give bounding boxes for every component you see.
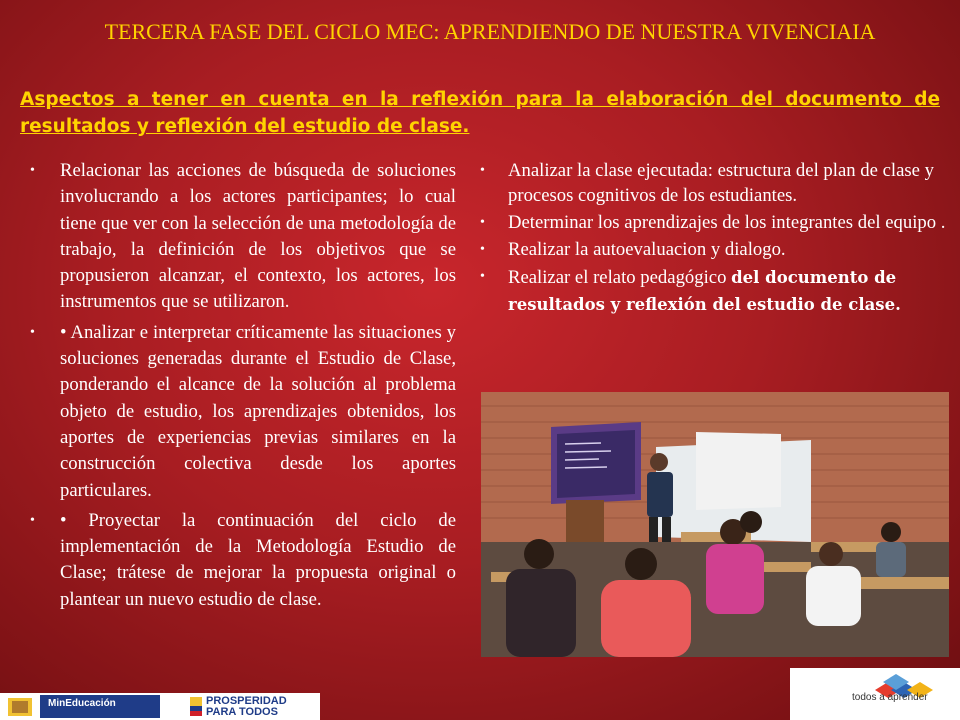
list-item: • Analizar la clase ejecutada: estructura del plan de clase y procesos cognitivos de los estudiantes. (480, 160, 934, 206)
list-item: • • Analizar e interpretar críticamente las situaciones y soluciones generadas durante el Estudio de Clase, ponderando el alcance de la solución al problema objeto de estudio, los aprendizajes obtenidos, los aportes de experiencias previas similares en la construcción colectiva desde los aportes particulares. (30, 321, 456, 501)
list-item: • Realizar la autoevaluacion y dialogo. (480, 239, 786, 260)
list-item: • • Proyectar la continuación del ciclo de implementación de la Metodología Estudio de Clase; trátese de mejorar la propuesta original o plantear un nuevo estudio de clase. (30, 509, 456, 610)
bullet-icon: • (30, 324, 35, 340)
slide-subtitle: Aspectos a tener en cuenta en la reflexión para la elaboración del documento de resultados y reflexión del estudio de clase. (20, 89, 940, 137)
bullet-icon: • (30, 163, 35, 178)
todos-a-aprender-text: todos a aprender (852, 692, 928, 703)
bullet-icon: • (30, 512, 35, 528)
todos-a-aprender-logo (790, 668, 960, 720)
right-bullet-list (478, 158, 948, 320)
slide-title: TERCERA FASE DEL CICLO MEC: APRENDIENDO DE NUESTRA VIVENCIAIA (104, 19, 876, 44)
list-item: • Determinar los aprendizajes de los integrantes del equipo . (480, 212, 946, 233)
classroom-photo (481, 392, 949, 657)
bullet-icon: • (480, 215, 485, 230)
list-item: • Realizar el relato pedagógico del documento de resultados y reflexión del estudio de clase. (478, 264, 948, 318)
mineducacion-logo-text: MinEducación (48, 698, 116, 709)
bullet-icon: • (480, 269, 485, 284)
bullet-icon: • (480, 163, 485, 178)
left-bullet-list (28, 158, 456, 617)
bullet-icon: • (480, 242, 485, 257)
list-item: • Relacionar las acciones de búsqueda de soluciones involucrando a los actores participantes; lo cual tiene que ver con la selección de una metodología de trabajo, la definición de los objetivos que se propusieron alcanzar, el contexto, los actores, los instrumentos que se utilizaron. (30, 160, 456, 313)
ministry-logos (0, 693, 320, 720)
classroom-photo-illustration (481, 392, 949, 657)
prosperidad-logo-text-1: PROSPERIDAD (206, 695, 287, 707)
prosperidad-logo-text-2: PARA TODOS (206, 706, 278, 718)
